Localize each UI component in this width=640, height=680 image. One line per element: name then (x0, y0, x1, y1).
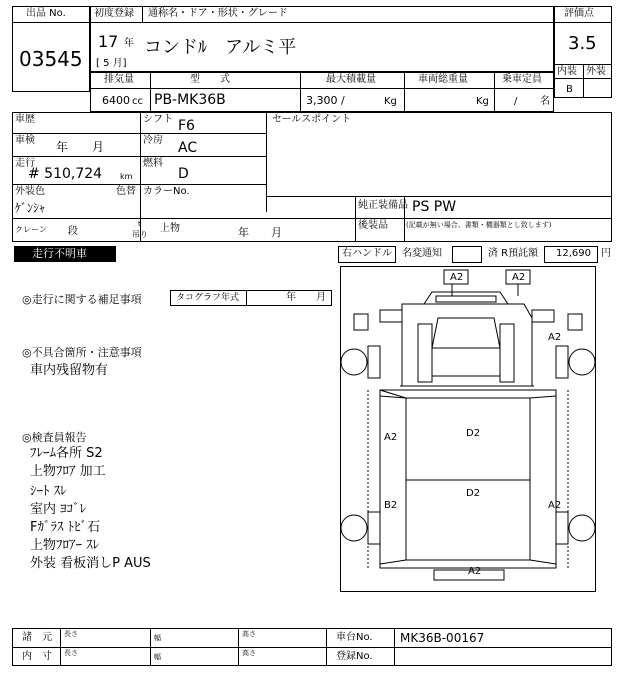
inspector-item: ﾌﾚｰﾑ各所 S2 (30, 446, 103, 461)
tachograph-label: タコグラフ年式 (176, 293, 240, 303)
shift-label: シフト (143, 114, 173, 125)
displacement-label: 排気量 (104, 74, 134, 85)
inspection-label: 車検 (15, 135, 35, 146)
inner-length-label: 長さ (64, 649, 78, 657)
crane-ton: t (138, 220, 141, 228)
rating-label: 評価点 (564, 8, 594, 19)
inspector-heading: ◎検査員報告 (22, 431, 87, 444)
ac-value: AC (178, 140, 198, 156)
reg-year-unit: 年 (124, 38, 134, 49)
ac-label: 冷房 (143, 135, 163, 146)
deposit-value: 12,690 (556, 248, 591, 259)
aftermarket-label: 後装品 (358, 220, 388, 231)
mark-bottom: A2 (468, 566, 482, 577)
interior-label: 内装 (557, 66, 577, 77)
name-change-label: 名変通知 (402, 248, 442, 259)
registration-label: 登録No. (336, 651, 373, 662)
cab-outline (402, 304, 532, 386)
inspector-item: 外装 看板消しP AUS (30, 556, 151, 571)
gross-weight-label: 車両総重量 (418, 74, 468, 85)
chassis-value: MK36B-00167 (400, 631, 485, 645)
deposit-yen: 円 (601, 248, 611, 259)
capacity-unit: 名 (540, 96, 550, 107)
supp-heading: ◎走行に関する補足事項 (22, 293, 142, 306)
model-code-label: 型 式 (190, 74, 230, 85)
inspector-item: 上物ﾌﾛｱ 加工 (30, 464, 106, 479)
tachograph-value: 年 月 (286, 292, 326, 303)
color-label: 外装色 (15, 186, 45, 197)
recycle-label: 済 R預託額 (488, 248, 539, 259)
crane-label: クレーン (15, 225, 47, 234)
inner-height-label: 高さ (242, 649, 256, 657)
inspection-value: 年 月 (56, 140, 105, 154)
dims-label: 諸 元 (22, 632, 52, 643)
inspector-item: Fｶﾞﾗｽ ﾄﾋﾞ石 (30, 520, 101, 535)
not-running-text: 走行不明車 (32, 247, 87, 260)
dims-width-label: 幅 (154, 634, 161, 642)
mark-left-rear: B2 (384, 500, 398, 511)
mark-top-left: A2 (450, 272, 464, 283)
max-load-unit: Kg (384, 96, 397, 107)
model-name: コンドﾙ アルミ平 (144, 37, 297, 58)
lot-number: 03545 (19, 47, 83, 71)
shift-value: F6 (178, 118, 195, 134)
reg-month: [ 5 月] (96, 58, 127, 69)
rear-left-wheel (341, 515, 367, 541)
fuel-value: D (178, 166, 189, 182)
rating-value: 3.5 (568, 33, 597, 54)
aftermarket-note: (記載が無い場合、書類・機器類とし致します) (406, 221, 552, 229)
color-value: ｹﾞﾝｼｬ (15, 201, 46, 215)
mark-center-upper: D2 (466, 428, 481, 439)
reg-year: 17 (98, 32, 119, 51)
color-code-label: カラーNo. (143, 186, 190, 197)
capacity-label: 乗車定員 (502, 74, 542, 85)
defect-heading: ◎不具合箇所・注意事項 (22, 346, 142, 359)
body-value: 年 月 (238, 226, 282, 239)
equipment-label: 純正装備品 (358, 200, 408, 211)
max-load-value: 3,300 / (306, 94, 345, 107)
interior-value: B (566, 84, 573, 95)
rhd-text: 右ハンドル (342, 248, 392, 259)
first-reg-label: 初度登録 (94, 8, 134, 19)
dims-length-label: 長さ (64, 630, 78, 638)
color-change-label: 色替 (116, 186, 136, 197)
inner-width-label: 幅 (154, 653, 161, 661)
chassis-label: 車台No. (336, 632, 373, 643)
name-change-box (452, 246, 482, 263)
sales-point-label: セールスポイント (272, 114, 352, 125)
equipment-value: PS PW (412, 199, 457, 215)
body-label: 上物 (160, 223, 180, 234)
max-load-label: 最大積載量 (326, 74, 376, 85)
dims-height-label: 高さ (242, 630, 256, 638)
model-name-label: 通称名・ドア・形状・グレード (148, 8, 288, 19)
exterior-label: 外装 (586, 66, 606, 77)
mileage-unit: km (120, 172, 133, 181)
inspector-item: 室内 ﾖｺﾞﾚ (30, 502, 87, 517)
defect-item: 車内残留物有 (30, 363, 109, 378)
inner-dims-label: 内 寸 (22, 651, 52, 662)
inspector-item: ｼｰﾄ ｽﾚ (30, 484, 67, 499)
front-left-wheel (341, 349, 367, 375)
mark-right-front: A2 (548, 332, 562, 343)
front-right-wheel (569, 349, 595, 375)
crane-hang: 吊り (132, 230, 148, 239)
mark-left-mid: A2 (384, 432, 398, 443)
mileage-label: 走行 (15, 158, 35, 169)
model-code-value: PB-MK36B (154, 92, 226, 108)
fuel-label: 燃料 (143, 158, 163, 169)
history-label: 車歴 (15, 114, 35, 125)
crane-stage: 段 (68, 226, 78, 237)
displacement-value: 6400 (102, 94, 130, 107)
displacement-unit: cc (132, 96, 143, 107)
mark-center-lower: D2 (466, 488, 481, 499)
lot-label: 出品 No. (26, 8, 66, 19)
inspector-item: 上物ﾌﾛｱｰ ｽﾚ (30, 538, 100, 553)
mileage-value: # 510,724 (28, 166, 103, 182)
mark-top-right: A2 (512, 272, 526, 283)
gross-weight-unit: Kg (476, 96, 489, 107)
rear-right-wheel (569, 515, 595, 541)
capacity-value: / (514, 96, 518, 107)
mark-right-rear: A2 (548, 500, 562, 511)
